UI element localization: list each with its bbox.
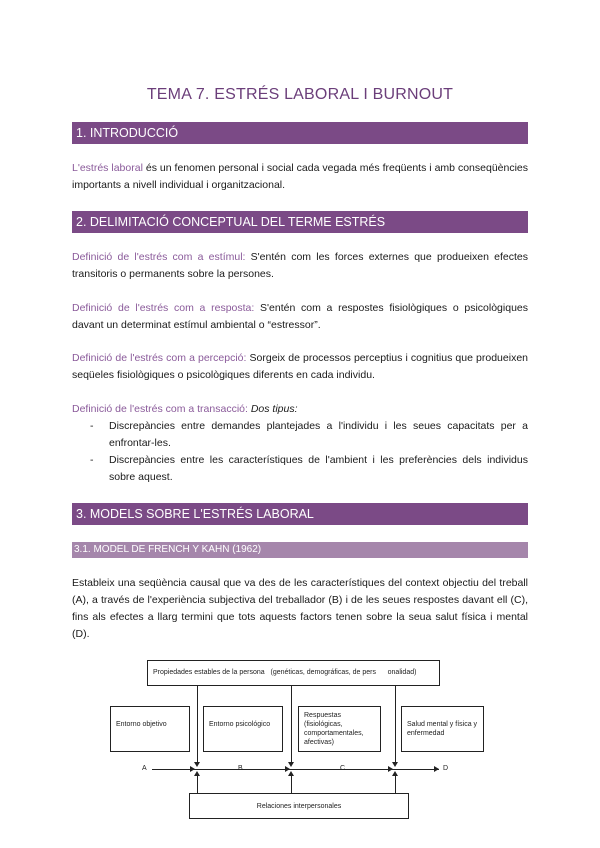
diagram-bottom-box: Relaciones interpersonales (189, 793, 409, 819)
list-item: - Discrepàncies entre demandes plantejades a l'individu i les seues capacitats per a enfrontar-les. (90, 420, 528, 449)
definition-text: S'entén com les forces externes que produeixen efectes transitoris o permanents sobre la persones. (72, 251, 528, 280)
page-title: TEMA 7. ESTRÉS LABORAL I BURNOUT (146, 86, 454, 103)
diagram-box-entorno-psicologico: Entorno psicológico (203, 706, 283, 752)
arrow-up-icon (288, 771, 294, 776)
section-heading-delimitacio: 2. DELIMITACIÓ CONCEPTUAL DEL TERME ESTRÉS (72, 211, 528, 233)
diagram-letter-a: A (142, 765, 147, 772)
definition-resposta (72, 300, 528, 334)
diagram-connector (197, 775, 198, 793)
arrow-up-icon (194, 771, 200, 776)
definition-term: Definició de l'estrés com a percepció: (72, 352, 247, 364)
intro-term: L'estrés laboral (72, 162, 143, 174)
definition-percepcio (72, 350, 528, 384)
model-paragraph: Estableix una seqüència causal que va des de les característiques del context objectiu del treball (A), a través de l'experiència subjectiva del treballador (B) i de les seues respostes davant ell (C), fins als efectes a llarg termini que tots aquests factors tenen sobre la seua salut física i mental (D). (72, 577, 528, 640)
definition-text: Sorgeix de processos perceptius i cognitius que produeixen seqüeles fisiològiques o psicològiques diferents en cada individu. (72, 352, 528, 381)
diagram-connector (291, 686, 292, 764)
diagram-box-respuestas: Respuestas (fisiológicas, comportamentales, afectivas) (298, 706, 381, 752)
definition-transaccio (72, 401, 528, 418)
definition-term: Definició de l'estrés com a estímul: (72, 251, 246, 263)
diagram-top-box: Propiedades estables de la persona (genéticas, demográficas, de pers onalidad) (147, 660, 440, 686)
diagram-letter-d: D (443, 765, 449, 772)
diagram-letter-c: C (340, 765, 346, 772)
arrow-down-icon (194, 762, 200, 767)
section-heading-introduccio: 1. INTRODUCCIÓ (72, 122, 528, 144)
diagram-letter-b: B (238, 765, 243, 772)
arrow-down-icon (288, 762, 294, 767)
diagram-connector (291, 775, 292, 793)
intro-paragraph (72, 160, 528, 194)
diagram-box-entorno-objetivo: Entorno objetivo (110, 706, 190, 752)
intro-text: és un fenomen personal i social cada vegada més freqüents i amb conseqüències importants a nivell individual i organitzacional. (72, 162, 529, 191)
diagram-connector (395, 775, 396, 793)
definition-text: Dos tipus: (247, 403, 298, 415)
section-heading-models: 3. MODELS SOBRE L'ESTRÉS LABORAL (72, 503, 528, 525)
diagram-main-line (152, 769, 439, 770)
definition-text: S'entén com a respostes fisiològiques o psicològiques davant un determinat estímul ambiental o “estressor”. (72, 302, 529, 331)
arrow-right-icon (434, 766, 439, 772)
arrow-up-icon (392, 771, 398, 776)
definition-estimul (72, 249, 528, 283)
transaction-bullet-list (72, 418, 528, 486)
list-item: - Discrepàncies entre les característiques de l'ambient i les preferències dels individus sobre aquest. (90, 454, 528, 483)
definition-term: Definició de l'estrés com a transacció: (72, 403, 248, 415)
diagram-box-salud: Salud mental y física y enfermedad (401, 706, 484, 752)
diagram-connector (395, 686, 396, 764)
diagram-connector (197, 686, 198, 764)
arrow-down-icon (392, 762, 398, 767)
subsection-heading-french-kahn: 3.1. MODEL DE FRENCH Y KAHN (1962) (72, 542, 528, 558)
definition-term: Definició de l'estrés com a resposta: (72, 302, 255, 314)
